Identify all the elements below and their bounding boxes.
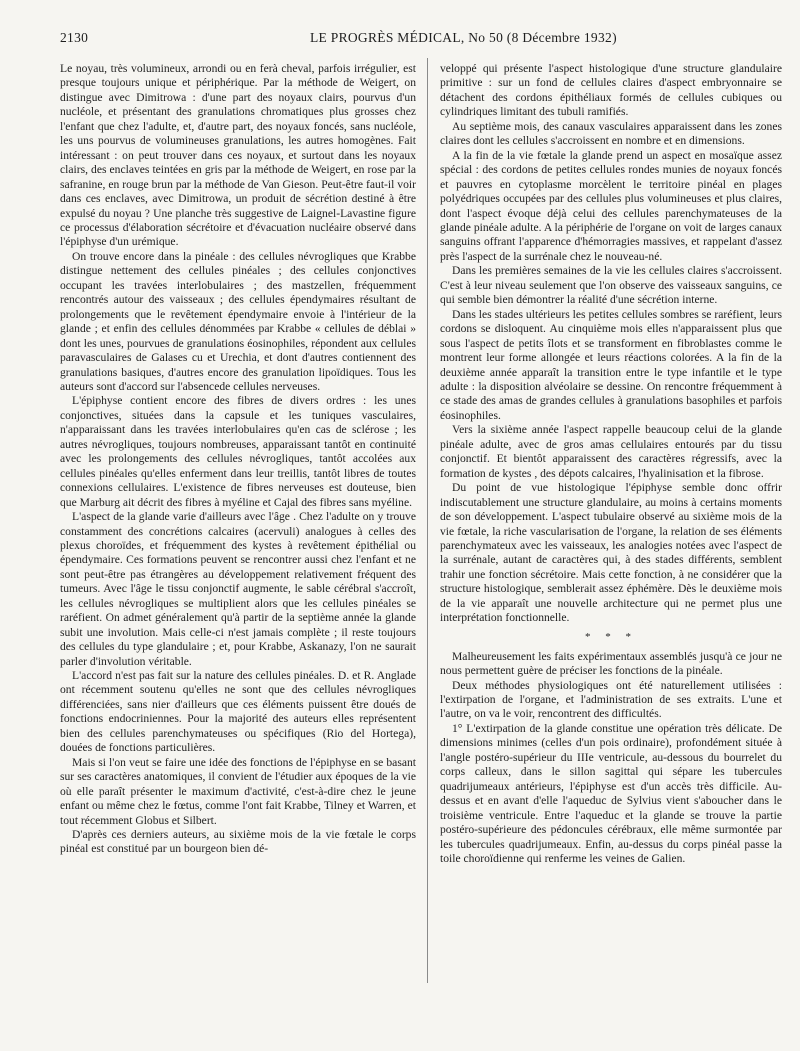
paragraph: Vers la sixième année l'aspect rappelle beaucoup celui de la glande pinéale adulte, avec de gros amas cellulaires entourés par du tissu conjonctif. Et bientôt apparaissent des caractères régressifs, avec la formation de kystes , des dépots calcaires, l'hyalinisation et la fibrose. [440, 423, 782, 480]
paragraph: Dans les stades ultérieurs les petites cellules sombres se raréfient, leurs cordons se disloquent. Au cinquième mois elles n'apparaissent plus que sous l'aspect de petits îlots et se transforment en fibroblastes comme le montrent leur forme allongée et leurs réactions colorées. A la fin de la deuxième année apparaît la transition entre le type infantile et le type adulte : la disposition alvéolaire se dessine. On rencontre fréquemment à ce stade des amas de grandes cellules à granulations basophiles et parfois éosinophiles. [440, 307, 782, 422]
paragraph: Malheureusement les faits expérimentaux assemblés jusqu'à ce jour ne nous permettent guère de préciser les fonctions de la pinéale. [440, 649, 782, 678]
paragraph: On trouve encore dans la pinéale : des cellules névrogliques que Krabbe distingue nettement des cellules pinéales ; des cellules conjonctives occupant les travées interlobulaires ; des mastzellen, fréquemment rencontrés autour des vaisseaux ; des cellules épendymaires résultant de prolongements que le revêtement épendymaire envoie à l'intérieur de la glande ; et enfin des cellules dénommées par Krabbe « cellules de déblai » dont les unes, pourvues de granulations éosinophiles, répondent aux cellules paravasculaires de Galases cu et Urechia, et dont d'autres contiennent des granulations basiques, d'autres encore des granulation lipoïdiques. Tous les auteurs sont d'accord sur l'absencede cellules nerveuses. [60, 249, 416, 393]
paragraph: Du point de vue histologique l'épiphyse semble donc offrir indiscutablement une structure glandulaire, au moins à certains moments de son développement. L'aspect tubulaire observé au sixième mois de la vie fœtale, la riche vascularisation de l'organe, la relation de ses éléments parenchymateux avec les vaisseaux, les analogies notées avec l'aspect de la surrénale, autant de caractères qui, à des stades différents, semblent trahir une fonction sécrétoire. Mais cette fonction, à ne considérer que la structure histologique, semblerait assez éphémère. Dès le deuxième mois de la vie apparaît une nouvelle architecture qui ne permet plus une interprétation fonctionnelle. [440, 481, 782, 625]
paragraph: Dans les premières semaines de la vie les cellules claires s'accroissent. C'est à leur niveau seulement que l'on observe des vaisseaux sanguins, ce qui semble bien démontrer la réalité d'une sécrétion interne. [440, 264, 782, 307]
paragraph: Mais si l'on veut se faire une idée des fonctions de l'épiphyse en se basant sur ses caractères anatomiques, il convient de l'étudier aux époques de la vie où elle paraît présenter le maximum d'activité, c'est-à-dire chez le jeune enfant ou même chez le fœtus, comme l'ont fait Krabbe, Tilney et Warren, et tout récemment Globus et Silbert. [60, 755, 416, 827]
paragraph: Le noyau, très volumineux, arrondi ou en ferà cheval, parfois irrégulier, est presque toujours unique et périphérique. Par la méthode de Weigert, on distingue avec Dimitrowa : d'une part des noyaux clairs, pourvus d'un nucléole, et présentant des granulations chromatiques plus grosses chez l'enfant que chez l'adulte, et, d'autre part, des noyaux foncés, sans nucléole, les uns pourvus de volumineuses granulations, les autres homogènes. Fait intéressant : on peut trouver dans ces noyaux, et surtout dans les noyaux clairs, des enclaves teintées en gris par la méthode de Weigert, en rose par la safranine, en rouge brun par la méthode de Van Gieson. Peut-être faut-il voir dans ces enclaves, avec Dimitrowa, un produit de sécrétion destiné à être expulsé du noyau ? Une planche très suggestive de Laignel-Lavastine figure ce processus d'élaboration sécrétoire et d'évacuation nucléaire observé dans l'épiphyse d'un urémique. [60, 62, 416, 249]
right-column [440, 62, 782, 866]
paragraph: Deux méthodes physiologiques ont été naturellement utilisées : l'extirpation de l'organe, et l'administration de ses extraits. L'une et l'autre, on va le voir, rencontrent des difficultés. [440, 678, 782, 721]
paragraph: L'aspect de la glande varie d'ailleurs avec l'âge . Chez l'adulte on y trouve constamment des concrétions calcaires (acervuli) analogues à celles des plexus choroïdes, et fréquemment des kystes à revêtement épithélial ou épendymaire. Ces formations peuvent se rencontrer aussi chez l'enfant et ne sont peut-être pas étrangères au développement relativement fréquent des tumeurs. Avec l'âge le tissu conjonctif augmente, le sable cérébral s'accroît, les cellules névrogliques se multiplient alors que les cellules pinéales se raréfient. On admet généralement qu'à partir de la septième année la glande subit une involution. Mais celle-ci n'est jamais complète ; il reste toujours des cellules du type glandulaire ; et, pour Krabbe, Askanazy, l'on ne saurait parler d'involution véritable. [60, 510, 416, 668]
paragraph: veloppé qui présente l'aspect histologique d'une structure glandulaire primitive : sur un fond de cellules claires d'aspect embryonnaire se détachent des cordons épithéliaux formés de cellules cubiques ou cylindriques limitant des tubuli ramifiés. [440, 62, 782, 119]
page-number: 2130 [60, 30, 89, 45]
paragraph: 1° L'extirpation de la glande constitue une opération très délicate. De dimensions minimes (celles d'un pois ordinaire), profondément située à l'angle postéro-supérieur du IIIe ventricule, au-dessous du bourrelet du corps calleux, dans le sillon sagittal qui sépare les tubercules quadrijumeaux antérieurs, l'épiphyse est d'un accès très difficile. Au-dessus et en avant d'elle l'aqueduc de Sylvius vient s'aboucher dans le troisième ventricule. Entre l'aqueduc et la glande se trouve la partie postéro-supérieure des pédoncules cérébraux, elle même surmontée par les tubercules quadrijumeaux. Enfin, au-dessus du corps pinéal passe la toile choroïdienne qui renferme les veines de Galien. [440, 721, 782, 866]
paragraph: L'épiphyse contient encore des fibres de divers ordres : les unes conjonctives, situées dans la capsule et les tuniques vasculaires, n'apparaissant dans les travées interlobulaires qu'en cas de sclérose ; les autres névrogliques, toujours nombreuses, apparaissant tantôt en continuité avec les prolongements des cellules névrogliques, tantôt accolées aux cellules pinéales qu'elles enferment dans leur treillis, tantôt libres de toutes connexions cellulaires. L'existence de fibres nerveuses est douteuse, bien que Marburg ait décrit des fibres à myéline et Cajal des fibres sans myéline. [60, 394, 416, 509]
journal-title: LE PROGRÈS MÉDICAL, No 50 (8 Décembre 1932) [310, 30, 617, 45]
paragraph: D'après ces derniers auteurs, au sixième mois de la vie fœtale le corps pinéal est constitué par un bourgeon bien dé- [60, 828, 416, 856]
running-header [60, 30, 782, 50]
left-column [60, 62, 416, 857]
paragraph: A la fin de la vie fœtale la glande prend un aspect en mosaïque assez spécial : des cordons de petites cellules rondes munies de noyaux foncés et pauvres en cytoplasme morcèlent le territoire pinéal en plages polyédriques occupées par des cellules plus volumineuses et plus claires, dont l'aspect évoque déjà celui des cellules parenchymateuses de la glande pinéale adulte. A la périphérie de l'organe on voit de larges canaux sanguins offrant l'apparence d'hémorragies massives, et rappelant d'assez près l'aspect de la surrénale chez le nouveau-né. [440, 148, 782, 263]
paragraph: L'accord n'est pas fait sur la nature des cellules pinéales. D. et R. Anglade ont récemment soutenu qu'elles ne sont que des cellules névrogliques différenciées, sans nier d'ailleurs que ces éléments puissent être doués de fonctions endocriniennes. Pour la majorité des auteurs elles représentent bien des cellules parenchymateuses ou spécifiques (Rio del Hortega), douées de fonctions particulières. [60, 669, 416, 755]
section-separator: * * * [585, 630, 637, 643]
paragraph: Au septième mois, des canaux vasculaires apparaissent dans les zones claires dont les cellules s'accroissent en nombre et en dimensions. [440, 119, 782, 148]
column-divider [427, 58, 428, 983]
